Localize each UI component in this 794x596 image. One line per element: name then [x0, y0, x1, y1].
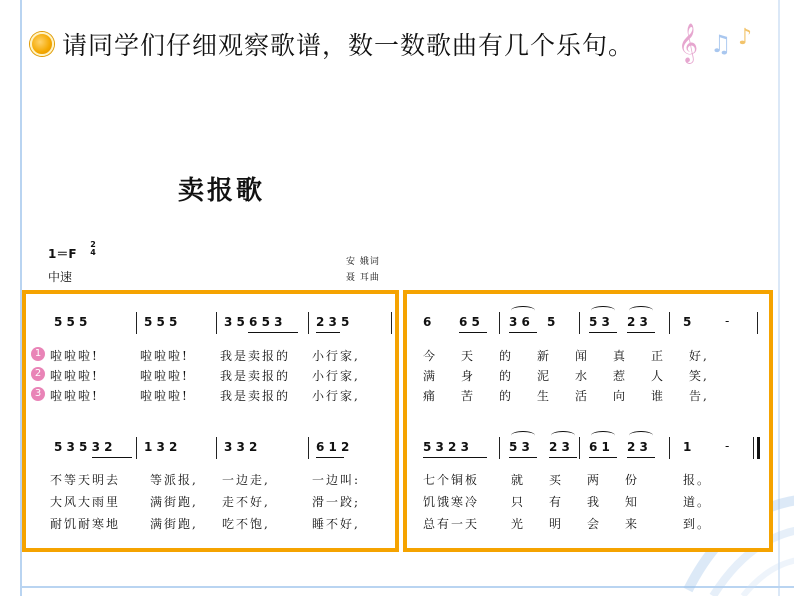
lyric: 啦啦啦!	[140, 369, 189, 383]
lyric: 满街跑,	[150, 517, 198, 531]
bar-line	[579, 312, 580, 334]
lyric: 七个铜板	[423, 473, 480, 487]
verse-number-badge: 1	[31, 347, 45, 361]
score-measure: 5 3	[509, 440, 530, 454]
lyric: 小行家,	[312, 389, 360, 403]
bar-line	[499, 437, 500, 459]
lyric: 光	[511, 517, 526, 531]
lyric: 我是卖报的	[220, 349, 291, 363]
lyric: 到。	[683, 517, 712, 531]
phrase-box-right	[403, 290, 773, 552]
bar-line	[308, 437, 309, 459]
lyric: 啦啦啦!	[50, 349, 99, 363]
score-measure: 5	[683, 315, 692, 329]
lyric: 就	[511, 473, 526, 487]
time-signature	[87, 241, 99, 257]
lyric: 知	[625, 495, 640, 509]
eighth-underline	[509, 457, 537, 458]
svg-text:♪: ♪	[738, 25, 753, 50]
bar-line	[216, 312, 217, 334]
score-measure: 1	[683, 440, 692, 454]
lyric: 明	[549, 517, 564, 531]
eighth-underline	[316, 457, 344, 458]
eighth-underline	[509, 332, 537, 333]
verse-number-badge: 3	[31, 387, 45, 401]
lyric: 新	[537, 349, 552, 363]
eighth-underline	[423, 457, 487, 458]
bullet-icon	[30, 32, 54, 56]
eighth-underline	[627, 457, 655, 458]
eighth-underline	[589, 332, 617, 333]
lyric: 正	[651, 349, 666, 363]
bar-line	[216, 437, 217, 459]
eighth-underline	[459, 332, 487, 333]
lyric: 好,	[689, 349, 709, 363]
lyric: 痛	[423, 389, 438, 403]
verse-number-badge: 2	[31, 367, 45, 381]
slur-mark	[591, 431, 615, 440]
lyric: 闻	[575, 349, 590, 363]
score-measure: 5 5 5	[144, 315, 178, 329]
score-measure: 5 3	[589, 315, 610, 329]
composer-credit: 聂 耳曲	[346, 273, 380, 283]
score-measure: 2 3	[549, 440, 570, 454]
eighth-underline	[92, 457, 132, 458]
lyric: 人	[651, 369, 666, 383]
svg-text:♫: ♫	[710, 30, 732, 58]
eighth-underline	[316, 332, 340, 333]
lyric: 走不好,	[222, 495, 270, 509]
song-title: 卖报歌	[178, 176, 266, 206]
lyric: 水	[575, 369, 590, 383]
score-measure: 1 3 2	[144, 440, 178, 454]
lyric: 的	[499, 389, 514, 403]
lyric: 我是卖报的	[220, 389, 291, 403]
lyric: 的	[499, 349, 514, 363]
score-measure: 2 3	[627, 440, 648, 454]
lyric: 我是卖报的	[220, 369, 291, 383]
lyric: 真	[613, 349, 628, 363]
score-measure: 6	[423, 315, 432, 329]
lyric: 来	[625, 517, 640, 531]
lyric: 耐饥耐寒地	[50, 517, 121, 531]
lyric: 两	[587, 473, 602, 487]
lyric: 今	[423, 349, 438, 363]
lyric: 笑,	[689, 369, 709, 383]
lyric: 吃不饱,	[222, 517, 270, 531]
phrase-box-left	[22, 290, 399, 552]
bar-line	[579, 437, 580, 459]
lyric: 买	[549, 473, 564, 487]
bar-line	[136, 437, 137, 459]
time-signature-bottom: 4	[90, 248, 96, 257]
lyric: 大风大雨里	[50, 495, 121, 509]
lyric: 啦啦啦!	[140, 349, 189, 363]
lyric: 小行家,	[312, 349, 360, 363]
lyric: 满	[423, 369, 438, 383]
credits	[346, 254, 380, 286]
lyric: 只	[511, 495, 526, 509]
slur-mark	[551, 431, 575, 440]
slur-mark	[629, 431, 653, 440]
bar-line	[753, 437, 754, 459]
lyric: 苦	[461, 389, 476, 403]
tempo-marking: 中速	[48, 270, 73, 284]
lyric: 我	[587, 495, 602, 509]
score-measure: 6 1	[589, 440, 610, 454]
score-measure: 3 3 2	[224, 440, 258, 454]
sustain-dash: -	[725, 314, 730, 328]
key-signature: 1＝F	[48, 247, 77, 261]
instruction-row	[30, 26, 634, 62]
score-measure: 6 1 2	[316, 440, 350, 454]
lyricist-credit: 安 娥词	[346, 257, 380, 267]
lyric: 会	[587, 517, 602, 531]
score-measure: 3 6	[509, 315, 530, 329]
slur-mark	[591, 306, 615, 315]
eighth-underline	[627, 332, 655, 333]
eighth-underline	[248, 332, 298, 333]
lyric: 生	[537, 389, 552, 403]
lyric: 惹	[613, 369, 628, 383]
lyric: 小行家,	[312, 369, 360, 383]
sustain-dash: -	[725, 439, 730, 453]
lyric: 告,	[689, 389, 709, 403]
score-measure: 2 3	[627, 315, 648, 329]
score-measure: 5 3 5 3 2	[54, 440, 113, 454]
lyric: 向	[613, 389, 628, 403]
lyric: 天	[461, 349, 476, 363]
slur-mark	[511, 306, 535, 315]
score-measure: 5 3 2 3	[423, 440, 469, 454]
bar-line	[499, 312, 500, 334]
instruction-heading: 请同学们仔细观察歌谱，数一数歌曲有几个乐句。	[62, 31, 635, 60]
lyric: 有	[549, 495, 564, 509]
lyric: 不等天明去	[50, 473, 121, 487]
score-measure: 2 3 5	[316, 315, 350, 329]
lyric: 身	[461, 369, 476, 383]
lyric: 滑一跤;	[312, 495, 361, 509]
lyric: 总有一天	[423, 517, 480, 531]
bar-line	[757, 312, 758, 334]
lyric: 啦啦啦!	[50, 389, 99, 403]
time-signature-top: 2	[90, 240, 96, 249]
lyric: 份	[625, 473, 640, 487]
lyric: 一边走,	[222, 473, 270, 487]
lyric: 啦啦啦!	[50, 369, 99, 383]
svg-text:𝄞: 𝄞	[678, 23, 699, 63]
lyric: 活	[575, 389, 590, 403]
slur-mark	[629, 306, 653, 315]
bar-line	[669, 437, 670, 459]
lyric: 等派报,	[150, 473, 198, 487]
lyric: 睡不好,	[312, 517, 360, 531]
final-bar-line	[757, 437, 760, 459]
slur-mark	[511, 431, 535, 440]
lyric: 道。	[683, 495, 712, 509]
score-measure: 5 5 5	[54, 315, 88, 329]
bar-line	[391, 312, 392, 334]
lyric: 泥	[537, 369, 552, 383]
score-measure: 3 5 6 5 3	[224, 315, 283, 329]
lyric: 的	[499, 369, 514, 383]
music-notes-icon	[676, 14, 776, 64]
lyric: 一边叫:	[312, 473, 361, 487]
score-measure: 5	[547, 315, 556, 329]
bar-line	[136, 312, 137, 334]
bar-line	[308, 312, 309, 334]
lyric: 报。	[683, 473, 712, 487]
lyric: 谁	[651, 389, 666, 403]
lyric: 满街跑,	[150, 495, 198, 509]
score-measure: 6 5	[459, 315, 480, 329]
eighth-underline	[549, 457, 577, 458]
lyric: 啦啦啦!	[140, 389, 189, 403]
bar-line	[669, 312, 670, 334]
lyric: 饥饿寒冷	[423, 495, 480, 509]
eighth-underline	[589, 457, 617, 458]
